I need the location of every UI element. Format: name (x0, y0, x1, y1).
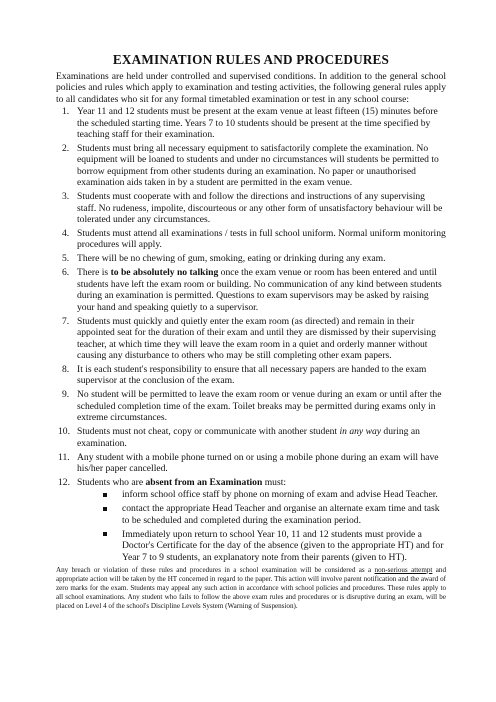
rule-item: 5. There will be no chewing of gum, smoking, eating or drinking during any exam. (62, 253, 386, 265)
rule-item: 3. Students must cooperate with and follow the directions and instructions of any supervising staff. No rudeness, impolite, discourteous or any other form of unsatisfactory behaviour will be tolerated under any circumstances. (62, 191, 443, 226)
square-bullet-icon (103, 532, 107, 536)
emphasis-text: to be absolutely no talking (110, 267, 219, 279)
footer-note: Any breach or violation of these rules and procedures in a school examination will be considered as a non-serious attempt and appropriate action will be taken by the HT concerned in regard to the paper. This action will involve parent notification and the award of zero marks for the exam. Students may appeal any such action in accordance with school policies and procedures. These rules apply to all school examinations. Any student who fails to follow the above exam rules and procedures or is disruptive during an exam, will be placed on Level 4 of the school's Discipline Levels System (Warning of Suspension). (56, 565, 446, 611)
intro-paragraph: Examinations are held under controlled and supervised conditions. In addition to the general school policies and rules which apply to examination and testing activities, the following general rules apply to all candidates who sit for any formal timetabled examination or test in any school course: (56, 71, 446, 105)
rule-item: 6. There is to be absolutely no talking once the exam venue or room has been entered and until students have left the exam room or building. No communication of any kind between students during an examination is permitted. Questions to exam supervisors may be asked by raising your hand and speaking quietly to a supervisor. (62, 267, 442, 313)
emphasis-text: absent from an Examination (145, 476, 263, 488)
square-bullet-icon (103, 507, 107, 511)
document-page (56, 52, 446, 619)
list-item: contact the appropriate Head Teacher and organise an alternate exam time and task to be scheduled and completed during the examination period. (77, 503, 446, 526)
absence-steps-list (77, 489, 446, 563)
emphasis-text: in any way (339, 426, 382, 438)
rule-item: 11. Any student with a mobile phone turned on or using a mobile phone during an exam will have his/her paper cancelled. (58, 451, 439, 474)
rule-item: 10. Students must not cheat, copy or communicate with another student in any way during an examination. (58, 426, 420, 449)
list-item: inform school office staff by phone on morning of exam and advise Head Teacher. (77, 489, 446, 500)
rule-item: 7. Students must quickly and quietly enter the exam room (as directed) and remain in their appointed seat for the duration of their exam and until they are dismissed by their supervising teacher, at which time they will leave the exam room in a quiet and orderly manner without causing any disturbance to others who may be still completing other exam papers. (62, 315, 436, 361)
underlined-term: non-serious attempt (374, 565, 433, 574)
rule-item: 8. It is each student's responsibility to ensure that all necessary papers are handed to the exam supervisor at the conclusion of the exam. (62, 363, 427, 387)
rule-item: 12. Students who are absent from an Examination must: inform school office staff by phone on morning of exam and advise Head Teacher. contact the appropriate Head Teacher and organise an alternate exam time and task to be scheduled and completed during the examination period. Immediately upon return to school Year 10, 11 and 12 students must provide a Doctor's Certificate for the day of the absence (given to the appropriate HT) and for Year 7 to 9 students, an explanatory note from their parents (given to HT). (56, 477, 446, 563)
page-title: EXAMINATION RULES AND PROCEDURES (112, 52, 390, 67)
square-bullet-icon (103, 493, 107, 497)
rule-item: 1. Year 11 and 12 students must be present at the exam venue at least fifteen (15) minutes before the scheduled starting time. Years 7 to 10 students should be present at the time specified by teaching staff for their examination. (62, 106, 438, 141)
rule-item: 9. No student will be permitted to leave the exam room or venue during an exam or until after the scheduled completion time of the exam. Toilet breaks may be permitted during exams only in extreme circumstances. (62, 389, 442, 424)
rule-item: 4. Students must attend all examinations / tests in full school uniform. Normal uniform monitoring procedures will apply. (62, 228, 446, 251)
rules-list (56, 106, 446, 563)
rule-item: 2. Students must bring all necessary equipment to satisfactorily complete the examination. No equipment will be loaned to students and under no circumstances will students be permitted to borrow equipment from other students during an examination. No paper or unauthorised examination aids taken in by a student are permitted in the exam venue. (62, 143, 439, 189)
list-item: Immediately upon return to school Year 10, 11 and 12 students must provide a Doctor's Certificate for the day of the absence (given to the appropriate HT) and for Year 7 to 9 students, an explanatory note from their parents (given to HT). (77, 529, 446, 563)
